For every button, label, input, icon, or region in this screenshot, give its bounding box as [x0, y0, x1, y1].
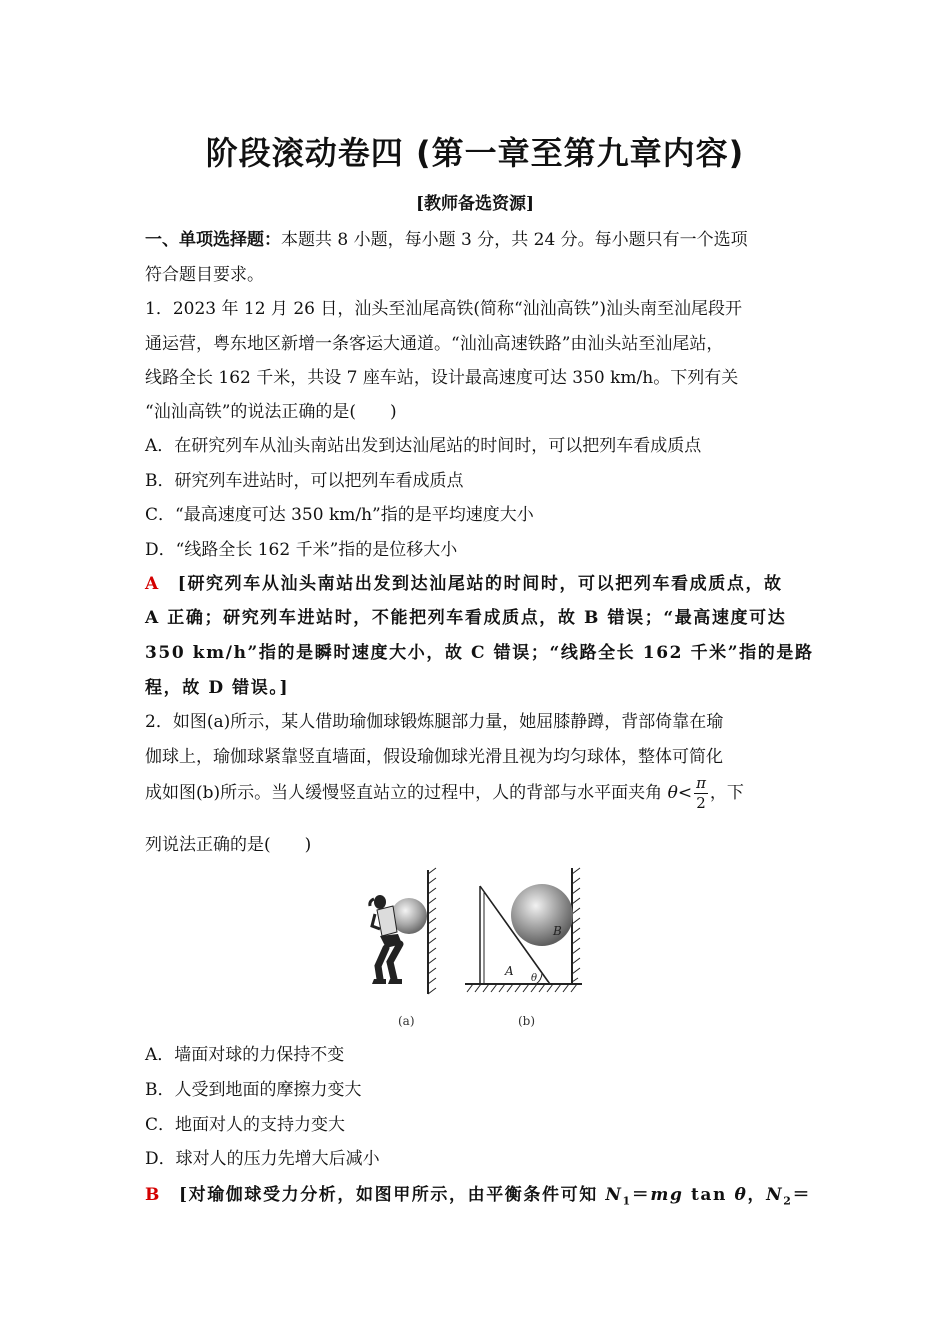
formula-equals-1: ＝: [631, 1185, 651, 1205]
formula-n2: N: [766, 1185, 784, 1205]
q1-explanation-3: 350 km/h”指的是瞬时速度大小，故 C 错误；“线路全长 162 千米”指的是路: [145, 643, 814, 663]
figure-b-wall: [572, 868, 580, 984]
q1-answer-letter: A: [145, 574, 160, 594]
figure-b-label-a: A: [505, 964, 514, 978]
theta-symbol: θ: [667, 783, 678, 803]
q2-stem-line-1: 2．如图(a)所示，某人借助瑜伽球锻炼腿部力量，她屈膝静蹲，背部倚靠在瑜: [145, 712, 724, 732]
formula-n1: N: [605, 1185, 623, 1205]
figure-b-yoga-ball: [511, 884, 573, 946]
q1-option-a: A．在研究列车从汕头南站出发到达汕尾站的时间时，可以把列车看成质点: [145, 436, 702, 456]
q1-option-b: B．研究列车进站时，可以把列车看成质点: [145, 471, 464, 491]
q2-figure-svg: [360, 862, 590, 1032]
q1-explanation-1: [研究列车从汕头南站出发到达汕尾站的时间时，可以把列车看成质点，故: [177, 574, 783, 594]
formula-theta: θ: [734, 1185, 748, 1205]
figure-b-label: (b): [518, 1014, 536, 1028]
q2-stem-line-3: [145, 776, 744, 811]
q1-stem-line-1: 1．2023 年 12 月 26 日，汕头至汕尾高铁(简称“汕汕高铁”)汕头南至汕尾段开: [145, 299, 743, 319]
q2-answer-line-1: [145, 1180, 811, 1207]
section-intro-line-2: 符合题目要求。: [145, 265, 264, 285]
less-than-sign: <: [677, 783, 693, 803]
q2-answer-letter: B: [145, 1185, 161, 1205]
q1-option-d: D．“线路全长 162 千米”指的是位移大小: [145, 540, 458, 560]
figure-b-label-b: B: [553, 924, 562, 938]
formula-equals-2: ＝: [792, 1185, 812, 1205]
q1-answer-line-1: [145, 569, 783, 594]
q1-stem-line-2: 通运营，粤东地区新增一条客运大通道。“汕汕高速铁路”由汕头站至汕尾站，: [145, 334, 724, 354]
q2-stem-line-2: 伽球上，瑜伽球紧靠竖直墙面，假设瑜伽球光滑且视为均匀球体，整体可简化: [145, 747, 723, 767]
q1-explanation-4: 程，故 D 错误。]: [145, 678, 290, 698]
q1-explanation-2: A 正确；研究列车进站时，不能把列车看成质点，故 B 错误；“最高速度可达: [145, 608, 787, 628]
q2-explanation-prefix: [对瑜伽球受力分析，如图甲所示，由平衡条件可知: [178, 1185, 606, 1205]
figure-b-angle-theta: θ: [531, 973, 538, 984]
q1-stem-line-4: “汕汕高铁”的说法正确的是( ): [145, 402, 397, 422]
q2-option-b: B．人受到地面的摩擦力变大: [145, 1080, 362, 1100]
figure-a-wall: [428, 868, 436, 994]
resource-tag: [教师备选资源]: [415, 194, 535, 214]
page-title: 阶段滚动卷四 (第一章至第九章内容): [205, 134, 745, 172]
formula-comma: ，: [747, 1185, 767, 1205]
q2-line3-text: 成如图(b)所示。当人缓慢竖直站立的过程中，人的背部与水平面夹角: [145, 783, 668, 803]
formula-mg: mg: [650, 1185, 684, 1205]
figure-a-label: (a): [398, 1014, 415, 1028]
formula-n2-subscript: 2: [783, 1194, 793, 1208]
q2-option-c: C．地面对人的支持力变大: [145, 1115, 346, 1135]
q2-stem-line-4: 列说法正确的是( ): [145, 835, 312, 855]
q2-line3-suffix: ，下: [709, 783, 744, 803]
section-intro-text: 本题共 8 小题，每小题 3 分，共 24 分。每小题只有一个选项: [281, 230, 748, 250]
q2-option-a: A．墙面对球的力保持不变: [145, 1045, 345, 1065]
q1-stem-line-3: 线路全长 162 千米，共设 7 座车站，设计最高速度可达 350 km/h。下列有关: [145, 368, 739, 388]
q2-figure: [360, 862, 590, 1037]
fraction-denominator: 2: [696, 794, 706, 812]
section-intro-line-1: [145, 225, 748, 250]
formula-tan: tan: [683, 1185, 735, 1205]
q2-option-d: D．球对人的压力先增大后减小: [145, 1149, 380, 1169]
fraction-numerator: π: [696, 774, 706, 792]
section-heading: 一、单项选择题：: [145, 230, 281, 250]
pi-over-2-fraction: [694, 776, 708, 811]
formula-n1-subscript: 1: [622, 1194, 632, 1208]
q1-option-c: C．“最高速度可达 350 km/h”指的是平均速度大小: [145, 505, 534, 525]
figure-b-ground: [465, 984, 582, 992]
